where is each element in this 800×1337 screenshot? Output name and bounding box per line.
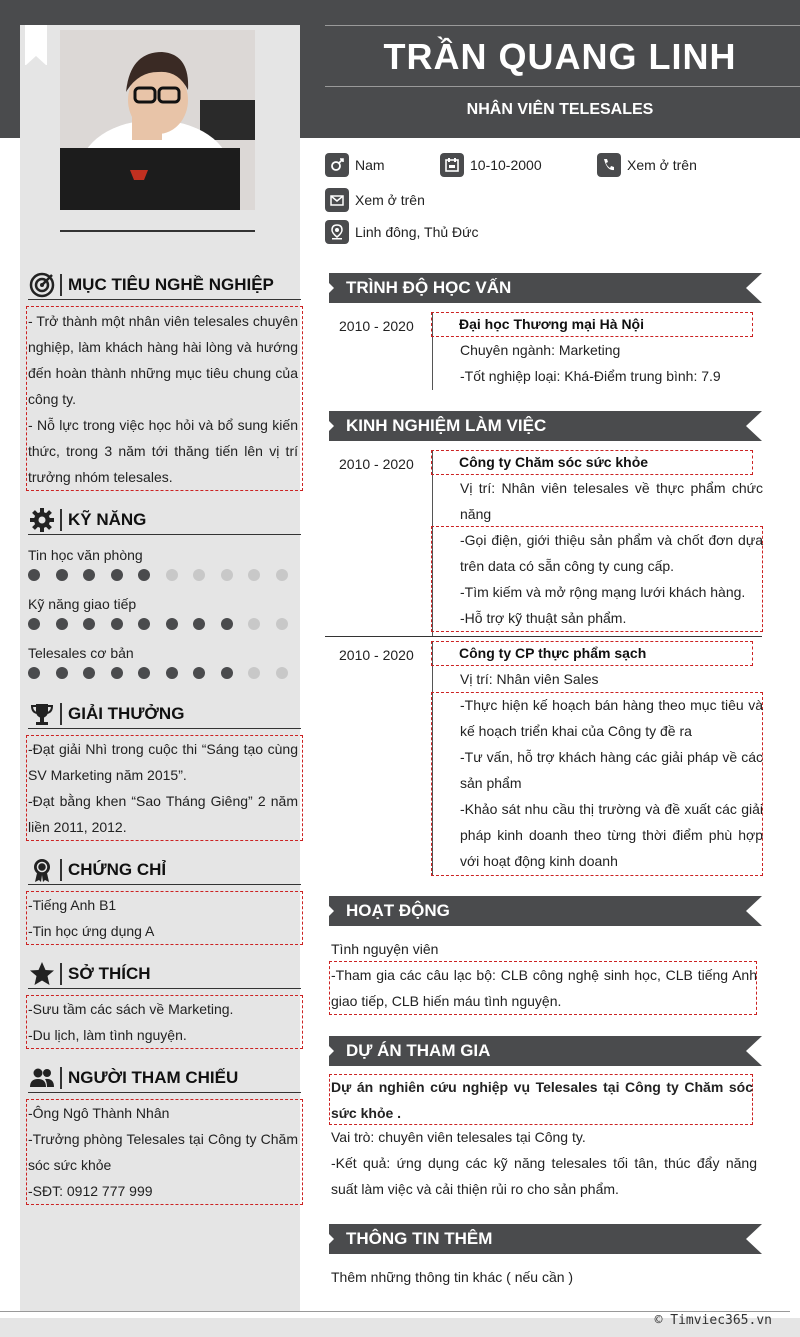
rating-dot-empty	[193, 569, 205, 581]
phone-info	[597, 153, 697, 177]
project-name: Dự án nghiên cứu nghiệp vụ Telesales tại Công ty Chăm sóc sức khỏe .	[331, 1079, 753, 1121]
rating-dot-filled	[56, 618, 68, 630]
skill-name: Telesales cơ bản	[28, 645, 134, 661]
footer-rule	[0, 1311, 790, 1312]
career-goal-title: MỤC TIÊU NGHỀ NGHIỆP	[68, 274, 274, 294]
target-icon	[28, 271, 56, 299]
hobbies-text	[28, 996, 298, 1048]
photo-divider	[60, 230, 255, 232]
reference-line: -SĐT: 0912 777 999	[28, 1183, 153, 1199]
job-position: Vị trí: Nhân viên Sales	[460, 671, 599, 687]
birthdate-info	[440, 153, 542, 177]
candidate-name: TRẦN QUANG LINH	[383, 36, 737, 77]
certificates-title: CHỨNG CHỈ	[68, 859, 167, 879]
calendar-icon	[440, 153, 464, 177]
medal-icon	[28, 856, 56, 884]
rating-dot-empty	[276, 618, 288, 630]
rating-dot-filled	[56, 667, 68, 679]
job-period: 2010 - 2020	[339, 647, 414, 663]
awards-heading	[28, 699, 301, 729]
job-duty: -Thực hiện kế hoạch bán hàng theo mục tiêu và kế hoạch triển khai của Công ty đề ra	[460, 697, 763, 739]
gear-icon	[28, 506, 56, 534]
activities-heading	[329, 896, 762, 926]
references-title: NGƯỜI THAM CHIẾU	[68, 1067, 239, 1087]
extra-info-text: Thêm những thông tin khác ( nếu cần )	[331, 1269, 574, 1285]
skills-heading	[28, 505, 301, 535]
heading-bar	[60, 963, 62, 985]
certificates-text	[28, 892, 298, 944]
school-name: Đại học Thương mại Hà Nội	[431, 312, 753, 337]
rating-dot-empty	[276, 569, 288, 581]
job-duty: -Tư vấn, hỗ trợ khách hàng các giải pháp về các sản phẩm	[460, 749, 763, 791]
job-duty: -Hỗ trợ kỹ thuật sản phẩm.	[460, 610, 627, 626]
skill-name: Tin học văn phòng	[28, 547, 143, 563]
job-title: NHÂN VIÊN TELESALES	[466, 101, 654, 118]
references-text	[28, 1100, 298, 1204]
rating-dot-filled	[28, 667, 40, 679]
birthdate-text: 10-10-2000	[470, 157, 542, 173]
experience-title: KINH NGHIỆM LÀM VIỆC	[346, 416, 547, 435]
references-heading	[28, 1063, 301, 1093]
certificate-line: -Tiếng Anh B1	[28, 897, 117, 913]
rating-dot-filled	[166, 618, 178, 630]
skill-rating	[28, 569, 303, 581]
phone-icon	[597, 153, 621, 177]
activities-title: HOẠT ĐỘNG	[346, 901, 450, 920]
reference-line: -Ông Ngô Thành Nhân	[28, 1105, 170, 1121]
star-icon	[28, 960, 56, 988]
name-rule-bottom	[325, 86, 800, 87]
activity-detail: -Tham gia các câu lạc bộ: CLB công nghệ sinh học, CLB tiếng Anh giao tiếp, CLB hiến máu tình nguyện.	[331, 967, 757, 1009]
gender-icon	[325, 153, 349, 177]
rating-dot-filled	[221, 618, 233, 630]
job-duty: -Tìm kiếm và mở rộng mạng lưới khách hàng.	[460, 584, 746, 600]
experience-heading	[329, 411, 762, 441]
award-line: -Đạt bằng khen “Sao Tháng Giêng” 2 năm liền 2011, 2012.	[28, 793, 298, 835]
education-details	[460, 337, 763, 389]
email-text: Xem ở trên	[355, 192, 425, 208]
projects-heading	[329, 1036, 762, 1066]
rating-dot-filled	[166, 667, 178, 679]
rating-dot-empty	[221, 569, 233, 581]
rating-dot-filled	[138, 618, 150, 630]
award-line: -Đạt giải Nhì trong cuộc thi “Sáng tạo cùng SV Marketing năm 2015”.	[28, 741, 298, 783]
job-duty: -Khảo sát nhu cầu thị trường và đề xuất các giải pháp kinh doanh theo từng thời điểm phù hợp với hoạt động kinh doanh	[460, 801, 763, 869]
rating-dot-empty	[276, 667, 288, 679]
rating-dot-filled	[28, 569, 40, 581]
certificate-line: -Tin học ứng dụng A	[28, 923, 155, 939]
people-icon	[28, 1064, 56, 1092]
hobbies-heading	[28, 959, 301, 989]
rating-dot-empty	[248, 569, 260, 581]
education-major: Chuyên ngành: Marketing	[460, 342, 621, 358]
rating-dot-filled	[83, 618, 95, 630]
education-title: TRÌNH ĐỘ HỌC VẤN	[346, 278, 512, 297]
extra-info-heading	[329, 1224, 762, 1254]
gender-info	[325, 153, 385, 177]
hobby-line: -Du lịch, làm tình nguyện.	[28, 1027, 187, 1043]
rating-dot-filled	[193, 667, 205, 679]
reference-line: -Trưởng phòng Telesales tại Công ty Chăm sóc sức khỏe	[28, 1131, 298, 1173]
job-duty: -Gọi điện, giới thiệu sản phẩm và chốt đơn dựa trên data có sẵn công ty cung cấp.	[460, 532, 763, 574]
career-goal-text	[28, 308, 298, 490]
activity-role: Tình nguyện viên	[331, 941, 439, 957]
rating-dot-filled	[138, 667, 150, 679]
email-info	[325, 188, 425, 212]
skill-rating	[28, 618, 303, 630]
job-position: Vị trí: Nhân viên telesales về thực phẩm chức năng	[460, 480, 763, 522]
heading-bar	[60, 509, 62, 531]
profile-photo	[60, 30, 255, 210]
education-heading	[329, 273, 762, 303]
company-name: Công ty Chăm sóc sức khỏe	[431, 450, 753, 475]
job-period: 2010 - 2020	[339, 456, 414, 472]
job-duties	[460, 527, 763, 631]
heading-bar	[60, 859, 62, 881]
heading-bar	[60, 1067, 62, 1089]
location-pin-icon	[325, 220, 349, 244]
rating-dot-filled	[83, 569, 95, 581]
rating-dot-filled	[221, 667, 233, 679]
rating-dot-empty	[248, 618, 260, 630]
name-rule-top	[325, 25, 800, 26]
education-grade: -Tốt nghiệp loại: Khá-Điểm trung bình: 7.9	[460, 368, 721, 384]
hobby-line: -Sưu tầm các sách về Marketing.	[28, 1001, 234, 1017]
bookmark-ribbon-icon	[25, 25, 47, 65]
skill-name: Kỹ năng giao tiếp	[28, 596, 137, 612]
awards-text	[28, 736, 298, 840]
career-goal-heading	[28, 270, 301, 300]
hobbies-title: SỞ THÍCH	[68, 963, 151, 983]
career-goal-line: - Nỗ lực trong việc học hỏi và bổ sung kiến thức, trong 3 năm tới thăng tiến lên vị trí trưởng nhóm telesales.	[28, 417, 298, 485]
heading-bar	[60, 703, 62, 725]
rating-dot-filled	[83, 667, 95, 679]
trophy-icon	[28, 700, 56, 728]
extra-info-title: THÔNG TIN THÊM	[346, 1229, 493, 1248]
rating-dot-filled	[111, 569, 123, 581]
rating-dot-filled	[28, 618, 40, 630]
certificates-heading	[28, 855, 301, 885]
rating-dot-empty	[166, 569, 178, 581]
gender-text: Nam	[355, 157, 385, 173]
copyright-text[interactable]: © Timviec365.vn	[654, 1313, 772, 1328]
skill-rating	[28, 667, 303, 679]
rating-dot-filled	[138, 569, 150, 581]
awards-title: GIẢI THƯỞNG	[68, 703, 185, 723]
education-period: 2010 - 2020	[339, 318, 414, 334]
rating-dot-filled	[111, 618, 123, 630]
address-info	[325, 220, 479, 244]
skills-title: KỸ NĂNG	[68, 509, 147, 529]
address-text: Linh đông, Thủ Đức	[355, 224, 479, 240]
project-role: Vai trò: chuyên viên telesales tại Công ty.	[331, 1129, 586, 1145]
rating-dot-filled	[56, 569, 68, 581]
phone-text: Xem ở trên	[627, 157, 697, 173]
projects-title: DỰ ÁN THAM GIA	[346, 1041, 491, 1060]
heading-bar	[60, 274, 62, 296]
rating-dot-empty	[248, 667, 260, 679]
company-name: Công ty CP thực phẩm sạch	[431, 641, 753, 666]
job-duties	[460, 692, 763, 874]
project-result: -Kết quả: ứng dụng các kỹ năng telesales tối tân, thúc đẩy năng suất làm việc và cải thiện rủi ro cho sản phẩm.	[331, 1155, 757, 1197]
rating-dot-filled	[111, 667, 123, 679]
envelope-icon	[325, 188, 349, 212]
job-separator	[325, 636, 762, 637]
career-goal-line: - Trở thành một nhân viên telesales chuyên nghiệp, làm khách hàng hài lòng và hướng đến hoàn thành những mục tiêu chung của công ty.	[28, 313, 298, 407]
rating-dot-filled	[193, 618, 205, 630]
